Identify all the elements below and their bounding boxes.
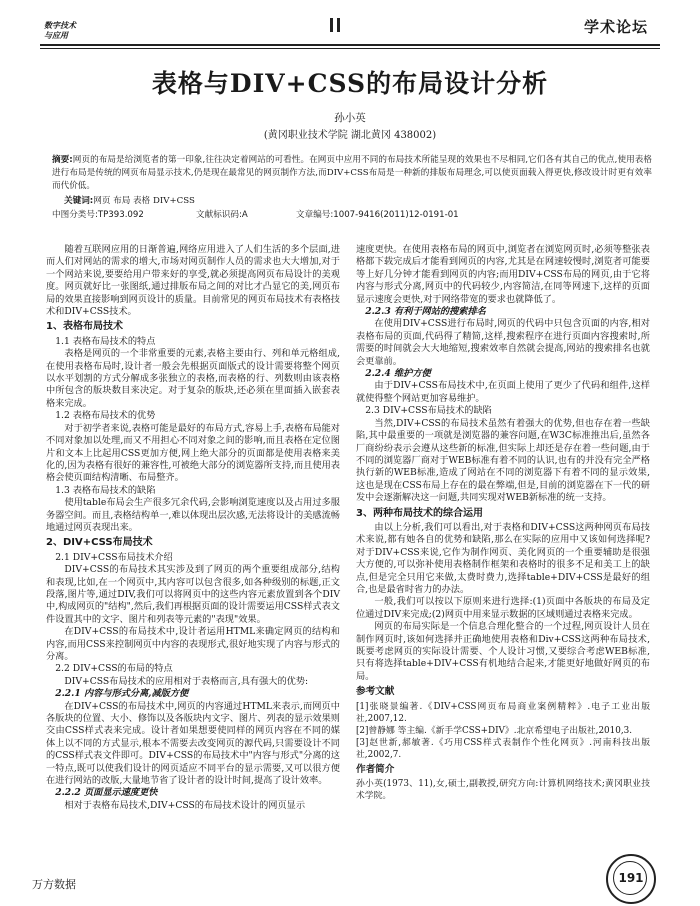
page-number-seal [606, 854, 656, 904]
paragraph: 网页的布局实际是一个信息合理化整合的一个过程,网页设计人员在制作网页时,该如何选择并正确地使用表格和Div+CSS这两种布局技术,既要考虑网页的实际设计需要、个人设计习惯,又要综合考虑WEB标准,只有将选择table+DIV+CSS有机地结合起来,才能更好地做好网页的布局。 [356, 621, 650, 682]
paragraph: 当然,DIV+CSS的布局技术虽然有着强大的优势,但也存在着一些缺陷,其中最重要的一项就是浏览器的兼容问题,在W3C标准推出后,虽然各厂商纷纷表示会遵从这些新的标准,但实际上却还是存在着一些问题,由于不同的浏览器厂商对于WEB标准有着不同的认识,也有的并没有完全严格执行新的WEB标准,造成了网站在不同的浏览器下有着不同的显示效果,这也是现在CSS布局上存在的最在弊端,但是,目前的浏览器在下一代的研发中会逐渐解决这一问题,共同实现对WEB新标准的统一支持。 [356, 417, 650, 504]
keywords [64, 194, 195, 206]
page-number: 191 [618, 871, 644, 885]
article-number: 文章编号:1007-9416(2011)12-0191-01 [296, 210, 459, 220]
subsubsection-heading: 2.2.3 有利于网站的搜索排名 [365, 306, 486, 318]
subsubsection-heading: 2.2.1 内容与形式分离,减版方便 [55, 688, 189, 700]
paragraph: 一般,我们可以按以下原则来进行选择:(1)页面中各版块的布局及定位通过DIV来完成;(2)网页中用来显示数据的区域则通过表格来完成。 [356, 596, 650, 620]
paragraph: 表格是网页的一个非常重要的元素,表格主要由行、列和单元格组成,在使用表格布局时,设计者一般会先根据页面版式的设计需要将整个网页以水平划割的方式分解成多张独立的表格,而表格的行、列数则由该表格中所包含的版块数目来决定。对于复杂的版块,还必须在里面插入嵌套表格来完成。 [46, 348, 340, 409]
subsection-heading: 1.2 表格布局技术的优势 [55, 410, 156, 422]
journal-section: 学术论坛 [583, 18, 648, 36]
section-heading: 1、表格布局技术 [46, 321, 123, 333]
reference-item: [1]张晓景编著.《DIV+CSS网页布局商业案例精粹》.电子工业出版社,2007,12. [356, 701, 650, 724]
author-bio: 孙小英(1973、11),女,硕士,副教授,研究方向:计算机网络技术;黄冈职业技术学院。 [356, 779, 650, 802]
header-divider [337, 18, 340, 32]
paragraph: 由以上分析,我们可以看出,对于表格和DIV+CSS这两种网页布局技术来说,都有她各自的优势和缺陷,那么在实际的应用中又该如何选择呢?对于DIV+CSS来说,它作为制作网页、美化网页的一个重要辅助是很强大方便的,可以弥补使用表格制作框架和表格时的很多不足和美工上的缺点,但是完全只用它来做,太费时费力,选择table+DIV+CSS是最好的组合,也是最省时省力的办法。 [356, 521, 650, 595]
left-column [46, 244, 340, 812]
subsection-heading: 2.2 DIV+CSS的布局的特点 [55, 663, 173, 675]
author-name: 孙小英 [334, 112, 366, 124]
author-bio-heading: 作者简介 [356, 763, 395, 775]
header-rule [40, 44, 660, 46]
subsection-heading: 1.3 表格布局技术的缺陷 [55, 484, 156, 496]
subsubsection-heading: 2.2.4 维护方便 [365, 368, 431, 380]
subsection-heading: 2.1 DIV+CSS布局技术介绍 [55, 551, 173, 563]
subsubsection-heading: 2.2.2 页面显示速度更快 [55, 787, 158, 799]
header-divider [330, 18, 333, 32]
subsection-heading: 2.3 DIV+CSS布局技术的缺陷 [365, 405, 492, 417]
references-heading: 参考文献 [356, 686, 395, 698]
journal-tag-line2: 与应用 [44, 30, 68, 40]
keywords-text: 网页 布局 表格 DIV+CSS [93, 196, 195, 206]
abstract [52, 154, 652, 193]
paragraph: 使用table布局会生产很多冗余代码,会影响浏览速度以及占用过多服务器空间。而且,表格结构单一,难以体现出层次感,无法将设计的美感流畅地通过网页表现出来。 [46, 497, 340, 533]
header-rule [40, 48, 660, 49]
subsection-heading: 1.1 表格布局技术的特点 [55, 335, 156, 347]
paragraph: 在DIV+CSS的布局技术中,网页的内容通过HTML来表示,而网页中各版块的位置、大小、修饰以及各版块内文字、图片、列表的显示效果则交由CSS样式表来完成。设计者如果想要使同样的网页内容在不同的媒体上以不同的方式显示,根本不需要去改变网页的源代码,只需要设计不同的CSS样式表文件即可。DIV+CSS的布局技术中"内容与形式"分离的这一特点,既可以使我们设计的网页适应不同平台的显示需要,又可以很方便在进行网站的改版,大量地节省了设计者的设计时间,提高了设计效率。 [46, 700, 340, 787]
reference-item: [2]曾静娜 等主编.《新手学CSS+DIV》.北京希望电子出版社,2010,3. [356, 725, 633, 736]
paragraph: 在使用DIV+CSS进行布局时,网页的代码中只包含页面的内容,相对表格布局的页面,代码得了精简,这样,搜索程序在进行页面内容搜索时,所需要的时间就会大大地缩短,搜索效率自然就会提高,网站的搜索排名也就会更靠前。 [356, 318, 650, 367]
paragraph: 相对于表格布局技术,DIV+CSS的布局技术设计的网页显示 [64, 799, 306, 811]
paragraph: DIV+CSS布局技术的应用相对于表格而言,具有强大的优势: [64, 675, 309, 687]
article-title: 表格与DIV+CSS的布局设计分析 [151, 69, 549, 98]
paragraph: 由于DIV+CSS布局技术中,在页面上使用了更少了代码和组件,这样就使得整个网站更加容易维护。 [356, 380, 650, 404]
right-column [356, 244, 650, 802]
keywords-label: 关键词: [64, 196, 94, 206]
journal-tag-line1: 数字技术 [44, 20, 76, 30]
paragraph: 速度更快。在使用表格布局的网页中,浏览者在浏览网页时,必须等整张表格都下载完成后才能看到网页的内容,尤其是在网速较慢时,浏览者可能要等上好几分钟才能看到网页的内容;而用DIV+CSS布局的网页,由于它将内容与形式分离,网页中的代码较少,内容简洁,在同等网速下,这样的页面显示速度会更快,对于网络带宽的要求也就降低了。 [356, 244, 650, 305]
abstract-text: 网页的布局是给浏览者的第一印象,往往决定着网站的可看性。在网页中应用不同的布局技术所能呈现的效果也不尽相同,它们各有其自己的优点,使用表格进行布局是传统的网页布局显示技术,仍是现在最常见的网页制作方法,而DIV+CSS布局是一种新的排版布局理念,可以使页面载入得更快,修改设计时更有效率而代价低。 [52, 155, 653, 191]
section-heading: 2、DIV+CSS布局技术 [46, 537, 153, 549]
intro-paragraph: 随着互联网应用的日渐普遍,网络应用进入了人们生活的多个层面,进而人们对网站的需求的增大,市场对网页制作人员的需求也大大增加,对于一个网站来说,要要给用户带来好的享受,就必须提高网页布局设计的美观度。网页就好比一张图纸,通过排版布局之间的对比才凸显它的美,网页布局的效果直接影响到网页设计的质量。目前常见的网页布局技术有表格技术和DIV+CSS技术。 [46, 244, 340, 318]
abstract-label: 摘要: [52, 155, 73, 165]
journal-tag [44, 20, 76, 40]
paragraph: 在DIV+CSS的布局技术中,设计者运用HTML来确定网页的结构和内容,而用CSS来控制网页中内容的表现形式,很好地实现了内容与形式的分离。 [46, 626, 340, 662]
paragraph: 对于初学者来说,表格可能是最好的布局方式,容易上手,表格布局能对不同对象加以处理,而又不用担心不同对象之间的影响,而且表格在定位图片和文本上比起用CSS更加方便,网上绝大部分的页面都是使用表格来美化的,因为表格有很好的兼容性,可被绝大部分的浏览器所支持,而且使用表格会使页面结构清晰、布局整齐。 [46, 422, 340, 484]
source-watermark: 万方数据 [32, 878, 76, 891]
reference-item: [3]赵世新,郝敏著.《巧用CSS样式表制作个性化网页》.河南科技出版社,2002,7. [356, 737, 650, 760]
author-affiliation: (黄冈职业技术学院 湖北黄冈 438002) [263, 130, 437, 141]
clc-number: 中图分类号:TP393.092 [52, 210, 144, 220]
document-code: 文献标识码:A [196, 210, 248, 220]
section-heading: 3、两种布局技术的综合运用 [356, 507, 483, 519]
paragraph: DIV+CSS的布局技术其实涉及到了网页的两个重要组成部分,结构和表现,比如,在一个网页中,其内容可以包含很多,如各种级别的标题,正文段落,图片等,通过DIV,我们可以将网页中的这些内容元素放置到各个DIV中,构成网页的"结构",然后,我们再根据页面的设计需要运用CSS样式表文件设置其中的文字、图片和列表等元素的"表现"效果。 [46, 564, 340, 625]
